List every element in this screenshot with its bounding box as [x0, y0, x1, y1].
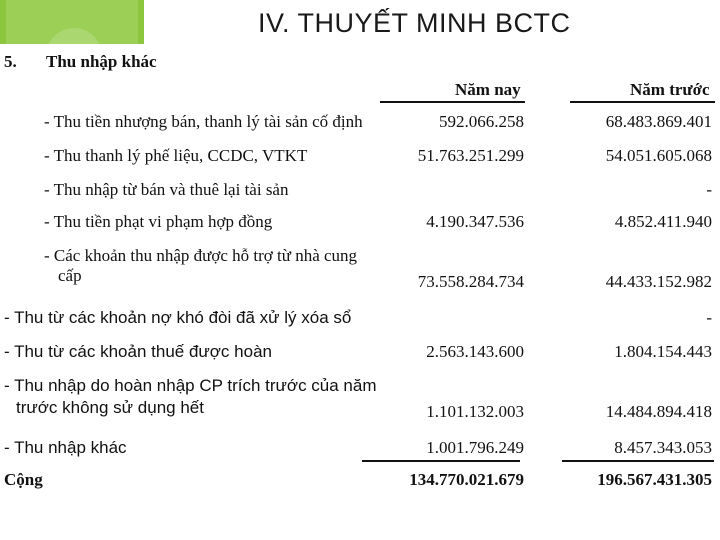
row-label: - Thu nhập khác — [4, 438, 127, 457]
row-value-previous: 8.457.343.053 — [614, 438, 712, 457]
row-value-current: 1.001.796.249 — [426, 438, 524, 457]
row-value-current: 51.763.251.299 — [417, 146, 524, 165]
column-header-current-year: Năm nay — [455, 80, 521, 99]
row-value-current: 4.190.347.536 — [426, 212, 524, 231]
row-label: - Thu tiền phạt vi phạm hợp đồng — [44, 212, 273, 231]
row-label: - Các khoản thu nhập được hỗ trợ từ nhà cung — [44, 246, 358, 265]
row-label: - Thu thanh lý phế liệu, CCDC, VTKT — [44, 146, 308, 165]
row-label: - Thu tiền nhượng bán, thanh lý tài sản cố định — [44, 112, 363, 131]
section-number: 5. — [4, 52, 17, 71]
header-underline-previous — [570, 101, 715, 103]
section-title: Thu nhập khác — [46, 52, 157, 71]
row-value-previous: 1.804.154.443 — [614, 342, 712, 361]
row-value-previous: 4.852.411.940 — [614, 212, 712, 231]
row-label: - Thu nhập từ bán và thuê lại tài sản — [44, 180, 289, 199]
total-value-previous: 196.567.431.305 — [597, 470, 712, 489]
row-label-continued: cấp — [58, 266, 82, 285]
row-value-previous: 68.483.869.401 — [605, 112, 712, 131]
row-label-continued: trước không sử dụng hết — [16, 398, 204, 417]
row-label: - Thu từ các khoản thuế được hoàn — [4, 342, 272, 361]
row-label: - Thu nhập do hoàn nhập CP trích trước của năm — [4, 376, 377, 395]
slide-title: IV. THUYẾT MINH BCTC — [258, 8, 571, 38]
row-value-current: 73.558.284.734 — [417, 272, 524, 291]
financial-note-sheet — [0, 44, 720, 540]
total-label: Cộng — [4, 470, 43, 489]
column-header-previous-year: Năm trước — [630, 80, 710, 99]
row-value-current: 2.563.143.600 — [426, 342, 524, 361]
row-value-previous: - — [706, 180, 712, 199]
row-value-previous: - — [706, 308, 712, 327]
row-label: - Thu từ các khoản nợ khó đòi đã xử lý xóa sổ — [4, 308, 352, 327]
header-underline-current — [380, 101, 525, 103]
total-line-current — [362, 460, 520, 462]
row-value-current: 1.101.132.003 — [426, 402, 524, 421]
row-value-previous: 14.484.894.418 — [605, 402, 712, 421]
row-value-previous: 44.433.152.982 — [605, 272, 712, 291]
row-value-previous: 54.051.605.068 — [605, 146, 712, 165]
row-value-current: 592.066.258 — [439, 112, 524, 131]
total-value-current: 134.770.021.679 — [409, 470, 524, 489]
total-line-previous — [562, 460, 714, 462]
